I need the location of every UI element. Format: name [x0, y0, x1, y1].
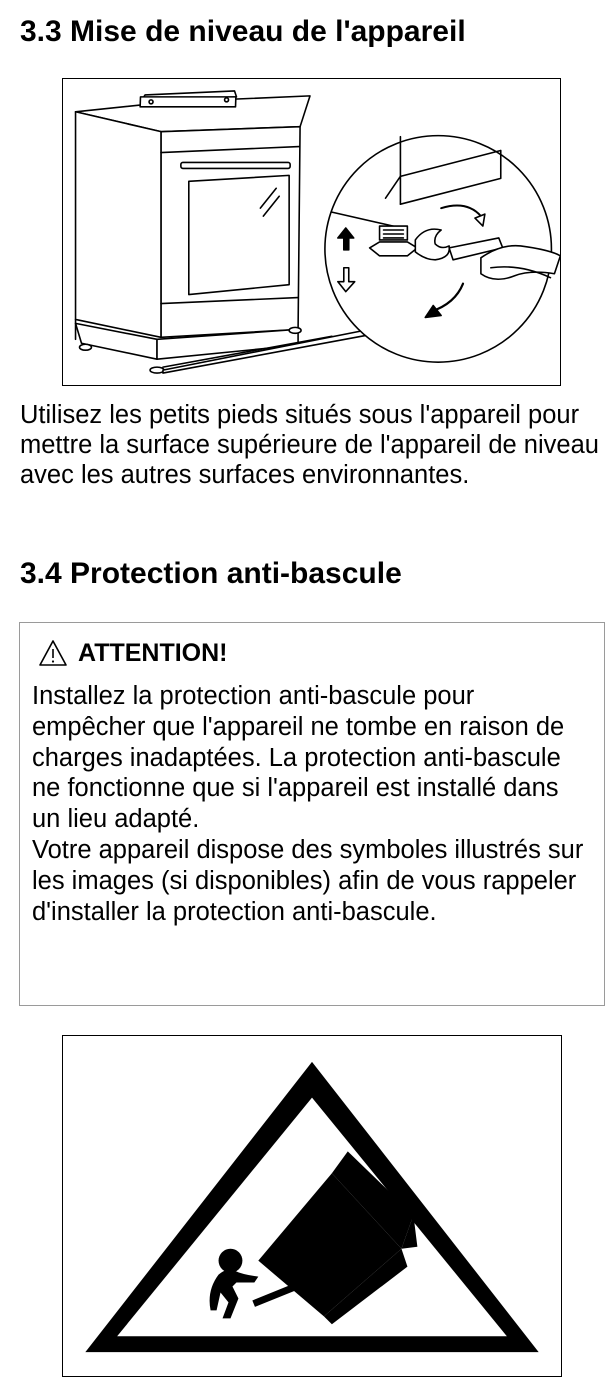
warning-paragraph: Installez la protection anti-bascule pour empêcher que l'appareil ne tombe en raison de charges inadaptées. La protection anti-bascule ne fonctionne que si l'appareil est installé dans un lieu adapté.	[32, 682, 565, 834]
section-heading-anti-tip: 3.4 Protection anti-bascule	[20, 557, 402, 590]
warning-title	[38, 637, 228, 669]
warning-box	[19, 622, 605, 1006]
tip-over-symbol	[62, 1035, 562, 1377]
magnified-foot-detail	[325, 136, 560, 363]
leveling-illustration	[62, 78, 561, 386]
warning-title-text: ATTENTION!	[78, 638, 228, 667]
warning-triangle-icon	[38, 639, 68, 667]
section-heading-leveling: 3.3 Mise de niveau de l'appareil	[20, 15, 466, 48]
cooker-drawing	[76, 91, 310, 373]
leveling-instruction: Utilisez les petits pieds situés sous l'appareil pour mettre la surface supérieure de l'appareil de niveau avec les autres surfaces environnantes.	[20, 401, 599, 489]
warning-text	[32, 681, 592, 927]
warning-paragraph: Votre appareil dispose des symboles illustrés sur les images (si disponibles) afin de vous rappeler d'installer la protection anti-bascule.	[32, 835, 584, 926]
